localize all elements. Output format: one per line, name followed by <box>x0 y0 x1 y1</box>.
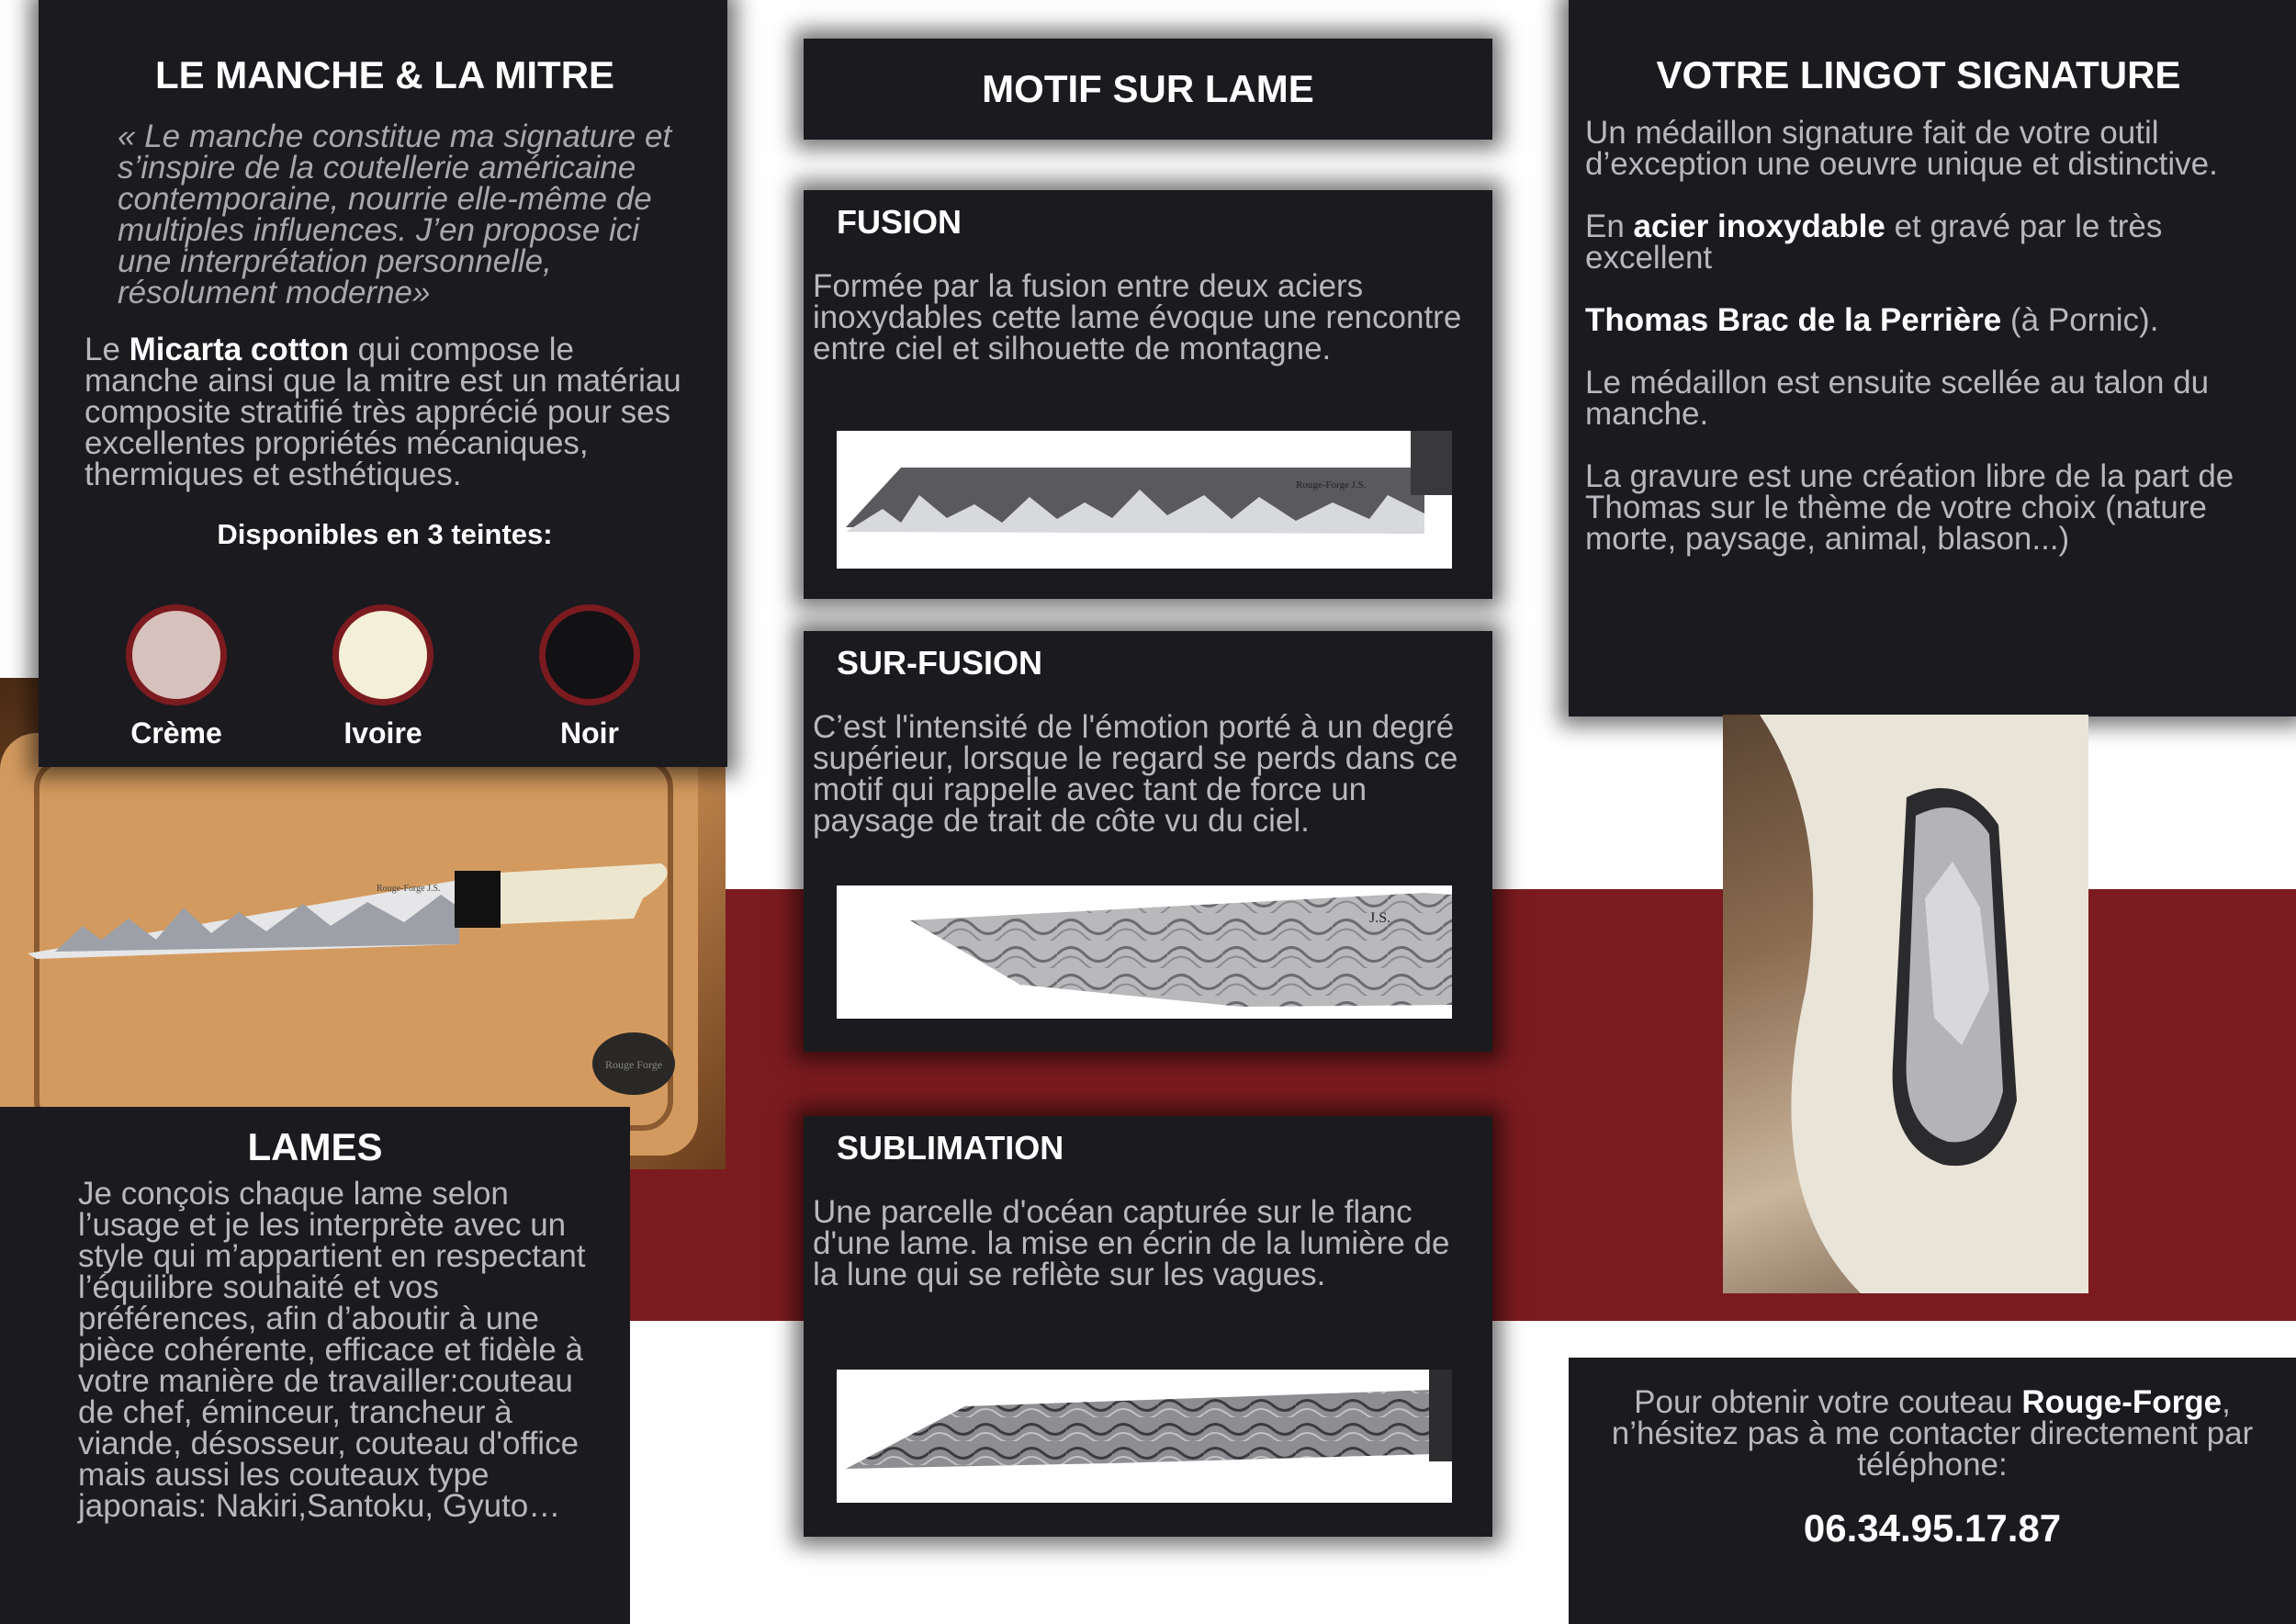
fusion-blade-mark: Rouge-Forge J.S. <box>1296 479 1367 491</box>
lingot-p5: La gravure est une création libre de la part de Thomas sur le thème de votre choix (nature morte, paysage, animal, blason...) <box>1585 458 2234 557</box>
teintes-subtitle: Disponibles en 3 teintes: <box>217 518 553 550</box>
manche-p1-b: qui compose le manche ainsi que la mitre est un matériau composite stratifié très apprécié pour ses excellentes propriétés mécaniques, thermiques et esthétiques. <box>84 332 681 492</box>
rouge-forge-bold: Rouge-Forge <box>2021 1384 2223 1420</box>
micarta-bold: Micarta cotton <box>129 332 349 367</box>
lingot-p2-a: En <box>1585 209 1634 244</box>
swatch-noir-label: Noir <box>560 716 619 750</box>
lingot-p2-b: et gravé par le très excellent <box>1585 209 2163 276</box>
fusion-panel <box>804 190 1492 599</box>
contact-text <box>1596 1384 2268 1483</box>
fusion-blade-image <box>837 431 1452 569</box>
thomas-bold: Thomas Brac de la Perrière <box>1585 302 2002 338</box>
lames-panel <box>0 1107 630 1624</box>
manche-paragraph <box>84 334 685 491</box>
sublimation-text: Une parcelle d'océan capturée sur le flanc d'une lame. la mise en écrin de la lumière de la lune qui se reflète sur les vagues. <box>813 1194 1450 1292</box>
lingot-p3 <box>1585 302 2259 338</box>
manche-quote: « Le manche constitue ma signature et s’inspire de la coutellerie américaine contemporaine, nourrie elle-même de multiples influences. J’en propose ici une interprétation personnelle, résolument moderne» <box>118 118 672 310</box>
surfusion-panel <box>804 631 1492 1052</box>
lingot-panel <box>1569 0 2296 716</box>
lames-text: Je conçois chaque lame selon l’usage et je les interprète avec un style qui m’appartient en respectant l’équilibre souhaité et vos préférences, afin d’aboutir à une pièce cohérente, efficace et fidèle à votre manière de travailler:couteau de chef, éminceur, trancheur à viande, désosseur, couteau d'office mais aussi les couteaux type japonais: Nakiri,Santoku, Gyuto… <box>78 1176 586 1524</box>
phone-number[interactable]: 06.34.95.17.87 <box>1803 1506 2062 1550</box>
swatch-creme-label: Crème <box>130 716 222 750</box>
lames-title: LAMES <box>247 1125 383 1168</box>
color-swatches <box>112 604 663 751</box>
swatch-ivoire[interactable] <box>319 604 447 750</box>
sublimation-title: SUBLIMATION <box>837 1129 1064 1167</box>
manche-panel <box>39 0 727 767</box>
swatch-noir[interactable] <box>525 604 654 750</box>
contact-text-a: Pour obtenir votre couteau <box>1634 1384 2022 1420</box>
manche-title: LE MANCHE & LA MITRE <box>154 53 615 96</box>
lingot-p1: Un médaillon signature fait de votre outil d’exception une oeuvre unique et distinctive. <box>1585 115 2218 182</box>
contact-panel <box>1569 1358 2296 1624</box>
board-seal-text: Rouge Forge <box>604 1058 663 1071</box>
lingot-title: VOTRE LINGOT SIGNATURE <box>1656 53 2181 96</box>
swatch-creme[interactable] <box>112 604 241 750</box>
motif-header <box>804 39 1492 140</box>
lingot-p4: Le médaillon est ensuite scellée au talon du manche. <box>1585 365 2210 432</box>
surfusion-text: C’est l'intensité de l'émotion porté à un degré supérieur, lorsque le regard se perds dans ce motif qui rappelle avec tant de force un paysage de trait de côte vu du ciel. <box>813 709 1458 839</box>
manche-p1-a: Le <box>84 332 129 367</box>
swatch-creme-dot <box>126 604 227 705</box>
medallion-photo <box>1723 715 2088 1293</box>
surfusion-title: SUR-FUSION <box>837 644 1042 682</box>
swatch-ivoire-label: Ivoire <box>343 716 422 750</box>
lingot-p2 <box>1585 211 2259 274</box>
fusion-text: Formée par la fusion entre deux aciers inoxydables cette lame évoque une rencontre entre ciel et silhouette de montagne. <box>813 268 1462 367</box>
sublimation-panel <box>804 1116 1492 1537</box>
swatch-noir-dot <box>539 604 640 705</box>
contact-text-b: , n’hésitez pas à me contacter directement par téléphone: <box>1611 1384 2254 1483</box>
swatch-ivoire-dot <box>332 604 433 705</box>
sublimation-blade-image <box>837 1370 1452 1503</box>
motif-title: MOTIF SUR LAME <box>982 67 1314 110</box>
lingot-p3-b: (à Pornic). <box>2001 302 2159 338</box>
surfusion-blade-image <box>837 885 1452 1019</box>
surfusion-blade-mark: J.S. <box>1369 910 1391 926</box>
fusion-title: FUSION <box>837 203 962 241</box>
acier-bold: acier inoxydable <box>1633 209 1885 244</box>
board-blade-mark: Rouge-Forge J.S. <box>377 884 441 894</box>
